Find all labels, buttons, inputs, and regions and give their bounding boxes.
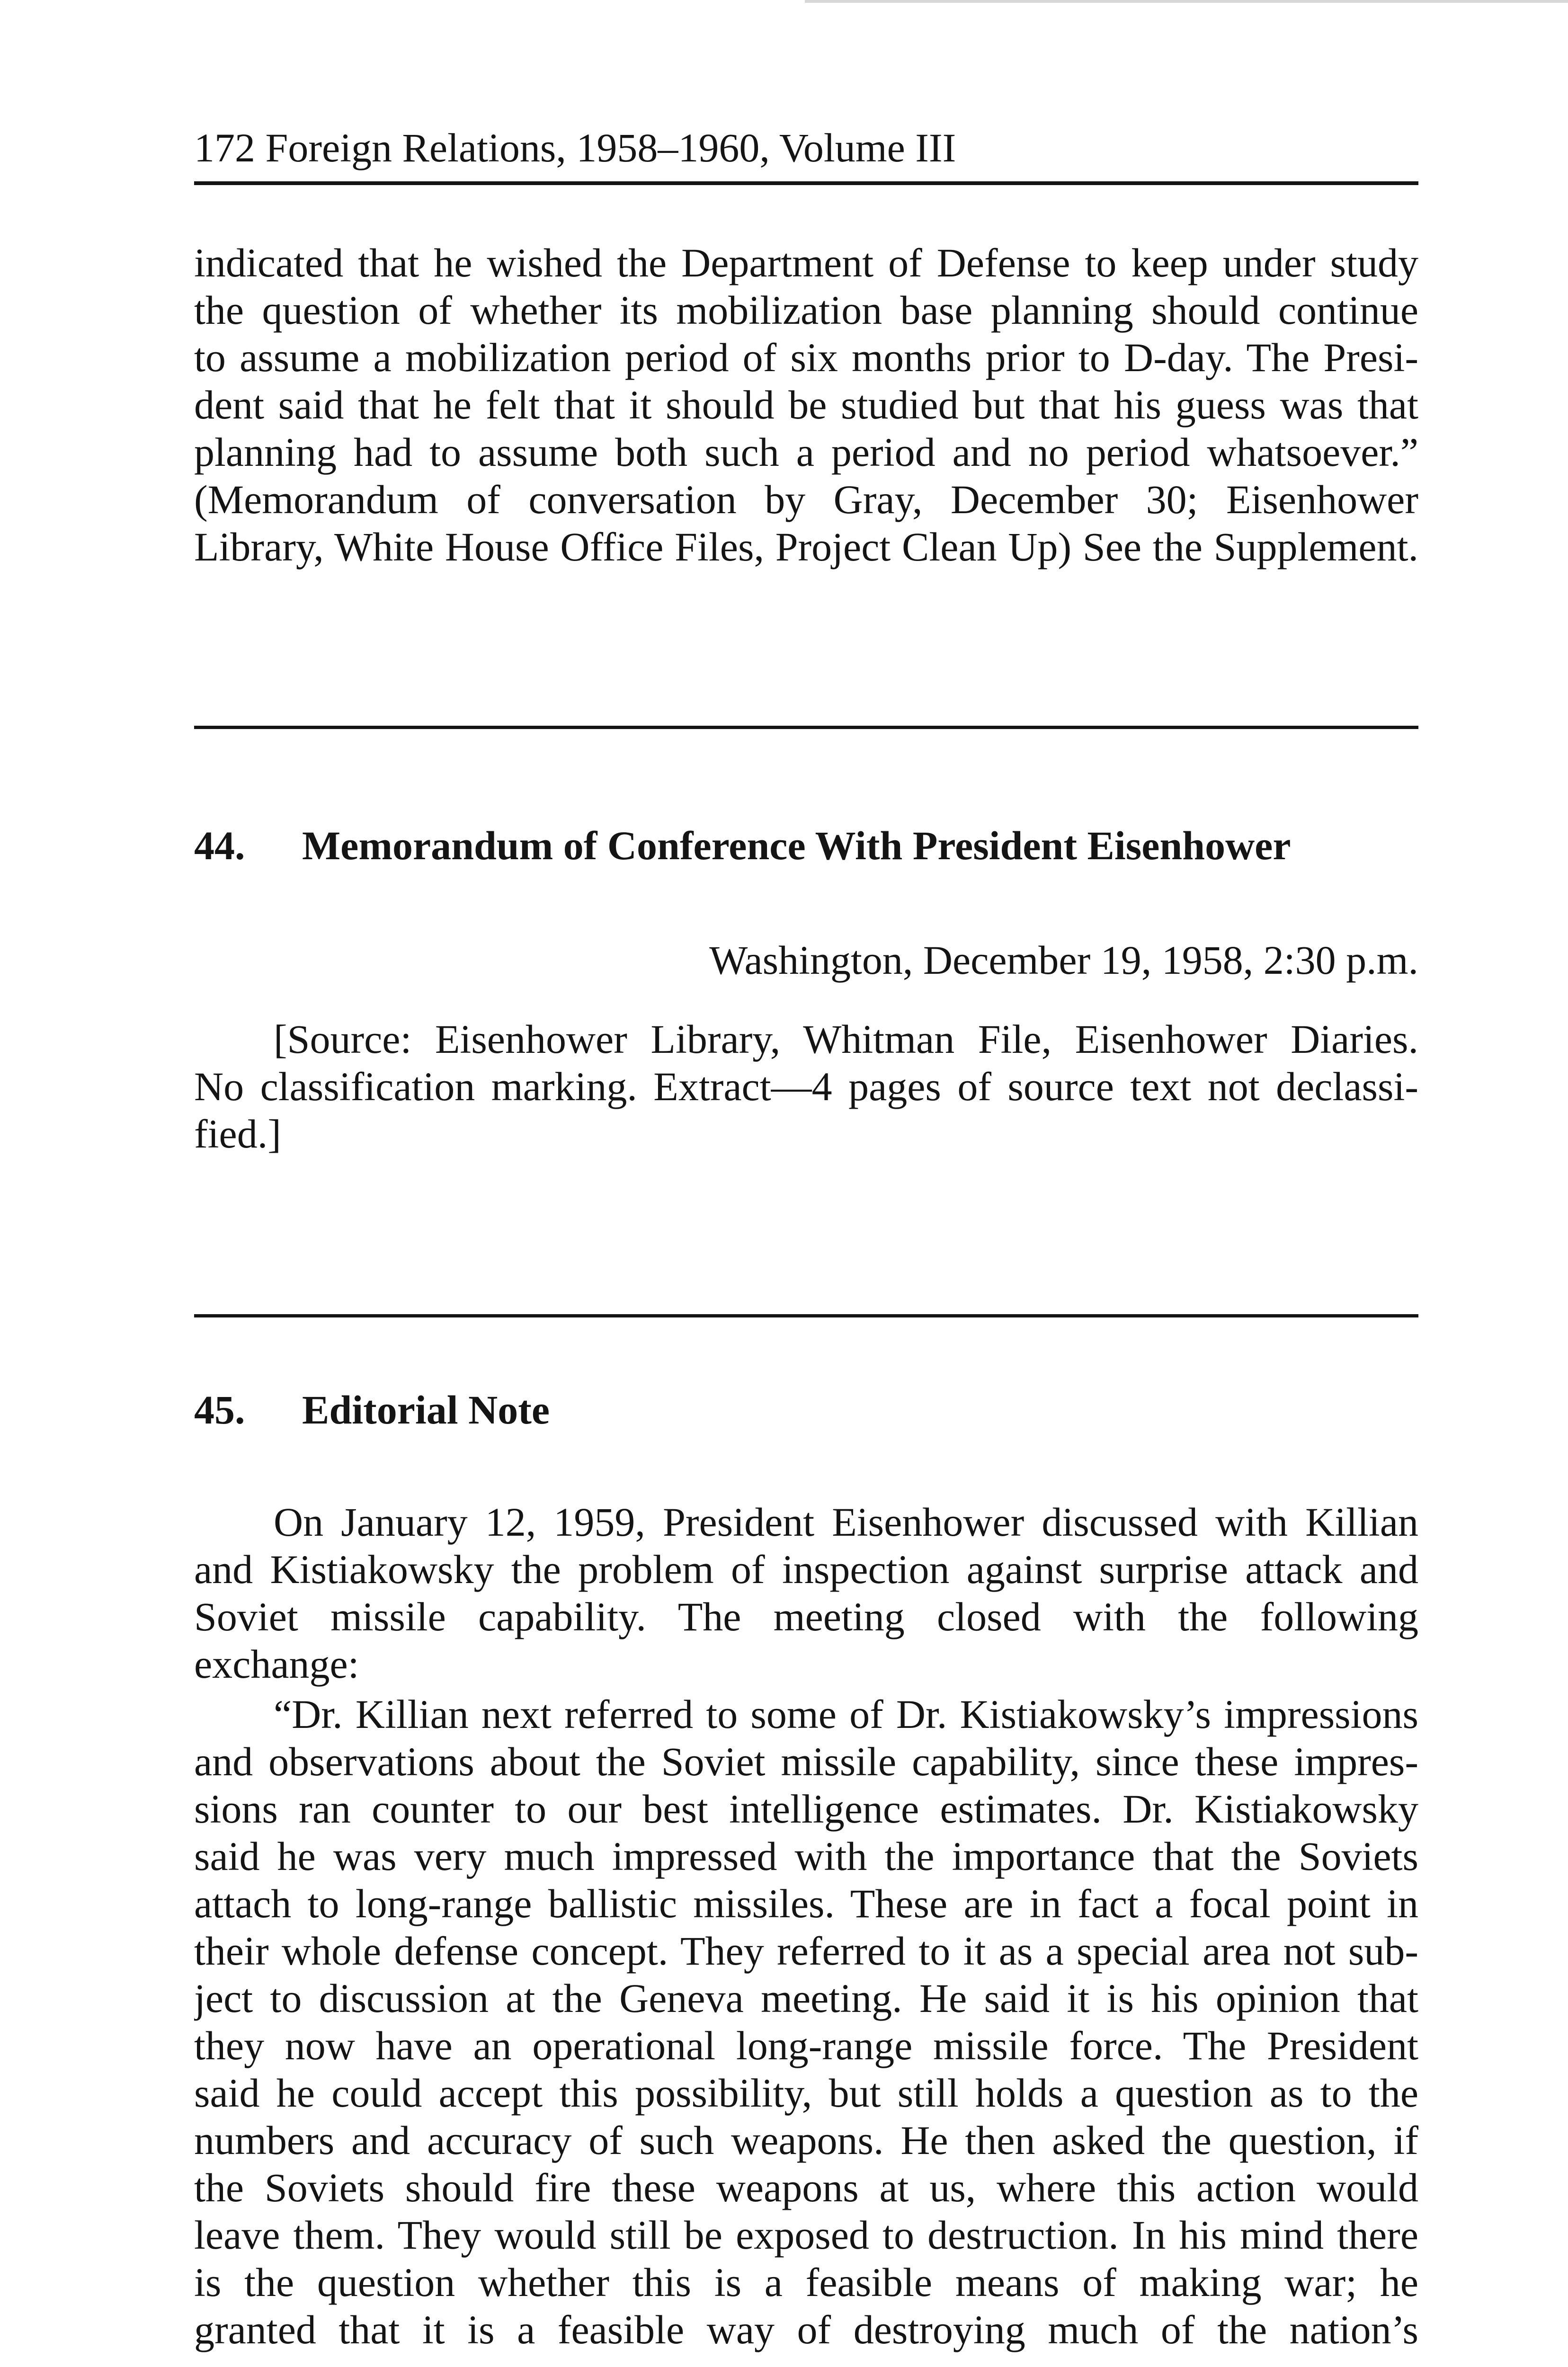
document-45-paragraph-2 bbox=[194, 1691, 1418, 2353]
document-number: 44. bbox=[194, 823, 245, 868]
text-line: granted that it is a feasible way of destroying much of the nation’s bbox=[194, 2307, 1418, 2352]
text-line: (Memorandum of conversation by Gray, December 30; Eisenhower bbox=[194, 477, 1418, 522]
text-line: the question of whether its mobilization base planning should continue bbox=[194, 287, 1418, 333]
running-head: 172 Foreign Relations, 1958–1960, Volume III bbox=[194, 125, 956, 170]
text-line: exchange: bbox=[194, 1641, 359, 1687]
document-44-dateline: Washington, December 19, 1958, 2:30 p.m. bbox=[709, 937, 1418, 983]
document-45-heading bbox=[194, 1386, 550, 1433]
text-line: their whole defense concept. They referred to it as a special area not sub- bbox=[194, 1928, 1418, 1974]
text-line: dent said that he felt that it should be studied but that his guess was that bbox=[194, 382, 1418, 427]
text-line: is the question whether this is a feasible means of making war; he bbox=[194, 2260, 1418, 2305]
document-44-source-note bbox=[194, 1015, 1418, 1157]
text-line: numbers and accuracy of such weapons. He then asked the question, if bbox=[194, 2118, 1418, 2163]
text-line: said he was very much impressed with the importance that the Soviets bbox=[194, 1833, 1418, 1879]
text-line: “Dr. Killian next referred to some of Dr. Kistiakowsky’s impressions bbox=[274, 1691, 1418, 1737]
text-line: indicated that he wished the Department of Defense to keep under study bbox=[194, 240, 1418, 285]
text-line: [Source: Eisenhower Library, Whitman File, Eisenhower Diaries. bbox=[274, 1016, 1418, 1062]
document-44-heading bbox=[194, 822, 1291, 869]
section-divider-rule bbox=[194, 726, 1418, 729]
text-line: and Kistiakowsky the problem of inspection against surprise attack and bbox=[194, 1547, 1418, 1592]
text-line: and observations about the Soviet missile capability, since these impres- bbox=[194, 1739, 1418, 1784]
document-45-paragraph-1 bbox=[194, 1498, 1418, 1688]
text-line: No classification marking. Extract—4 pages of source text not declassi- bbox=[194, 1064, 1418, 1109]
text-line: Soviet missile capability. The meeting closed with the following bbox=[194, 1594, 1418, 1639]
page-top-edge-shadow bbox=[805, 0, 1568, 3]
text-line: planning had to assume both such a period and no period whatsoever.” bbox=[194, 429, 1418, 475]
text-line: to assume a mobilization period of six months prior to D-day. The Presi- bbox=[194, 335, 1418, 380]
text-line: Library, White House Office Files, Project Clean Up) See the Supplement. bbox=[194, 524, 1418, 570]
text-line: sions ran counter to our best intelligence estimates. Dr. Kistiakowsky bbox=[194, 1786, 1418, 1832]
intro-paragraph bbox=[194, 239, 1418, 570]
text-line: fied.] bbox=[194, 1111, 281, 1157]
running-head-rule bbox=[194, 181, 1418, 185]
text-line: they now have an operational long-range missile force. The President bbox=[194, 2023, 1418, 2068]
text-line: attach to long-range ballistic missiles. These are in fact a focal point in bbox=[194, 1881, 1418, 1926]
text-line: leave them. They would still be exposed to destruction. In his mind there bbox=[194, 2212, 1418, 2258]
text-line: the Soviets should fire these weapons at us, where this action would bbox=[194, 2165, 1418, 2210]
document-number: 45. bbox=[194, 1387, 245, 1433]
section-divider-rule bbox=[194, 1314, 1418, 1317]
document-title: Editorial Note bbox=[302, 1387, 550, 1433]
document-title: Memorandum of Conference With President Eisenhower bbox=[302, 823, 1291, 868]
text-line: ject to discussion at the Geneva meeting. He said it is his opinion that bbox=[194, 1975, 1418, 2021]
text-line: On January 12, 1959, President Eisenhower discussed with Killian bbox=[274, 1499, 1418, 1545]
text-line: said he could accept this possibility, but still holds a question as to the bbox=[194, 2070, 1418, 2116]
